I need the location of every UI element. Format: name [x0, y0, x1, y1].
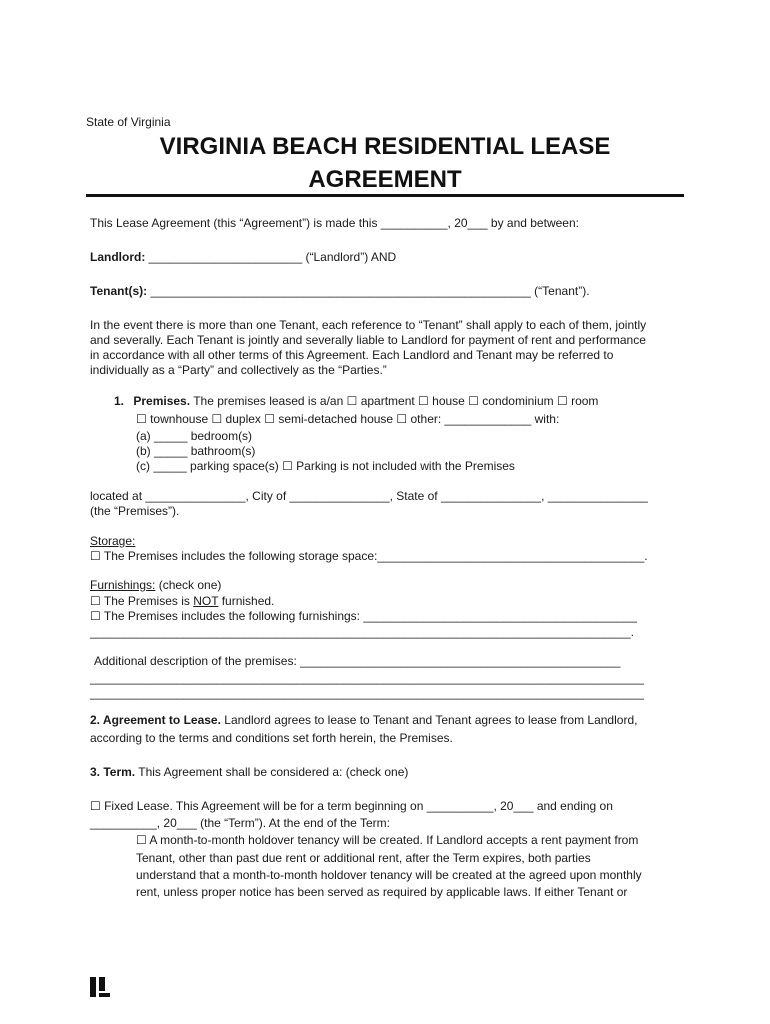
landlord-text: _______________________ (“Landlord”) AND — [145, 250, 397, 264]
additional-description-line3: ___________________________________________________________________________________ — [90, 686, 644, 700]
title-divider — [86, 194, 684, 197]
furnishings-not-furnished — [90, 594, 274, 609]
fixed-lease-line2: __________, 20___ (the “Term”). At the end of the Term: — [90, 816, 390, 830]
premises-item-parking: (c) _____ parking space(s) ☐ Parking is not included with the Premises — [136, 459, 515, 473]
furnishings-heading-line — [90, 578, 221, 593]
premises-types-line2: ☐ townhouse ☐ duplex ☐ semi-detached house ☐ other: _____________ with: — [136, 412, 560, 426]
premises-label: Premises. — [133, 394, 191, 408]
premises-item-bathrooms: (b) _____ bathroom(s) — [136, 444, 256, 458]
storage-heading: Storage: — [90, 534, 136, 548]
term-text: This Agreement shall be considered a: (check one) — [135, 765, 409, 779]
term-heading-line — [90, 765, 408, 780]
tenant-line — [90, 284, 590, 299]
tenant-text: _________________________________________________________ (“Tenant”). — [147, 284, 590, 298]
furnishings-not-word: NOT — [193, 594, 219, 608]
premises-section-line1 — [114, 394, 598, 409]
state-label: State of Virginia — [86, 115, 171, 129]
premises-number: 1. — [114, 394, 125, 408]
furnishings-heading: Furnishings: — [90, 578, 156, 592]
premises-location-line: located at _______________, City of _______________, State of _______________, _______________ — [90, 489, 648, 503]
multi-tenant-line4: individually as a “Party” and collectively as the “Parties.” — [90, 363, 387, 377]
premises-types-line1: The premises leased is a/an ☐ apartment ☐ house ☐ condominium ☐ room — [190, 394, 599, 408]
term-label: 3. Term. — [90, 765, 136, 779]
furnishings-not-suffix: furnished. — [218, 594, 275, 608]
landlord-line — [90, 250, 396, 265]
intro-line: This Lease Agreement (this “Agreement”) is made this __________, 20___ by and between: — [90, 216, 579, 230]
tenant-label: Tenant(s): — [90, 284, 148, 298]
fixed-lease-line1: ☐ Fixed Lease. This Agreement will be for a term beginning on __________, 20___ and ending on — [90, 799, 613, 813]
additional-description-line1: Additional description of the premises: ________________________________________________ — [94, 654, 621, 668]
furnishings-not-prefix: ☐ The Premises is — [90, 594, 194, 608]
month-to-month-line3: understand that a month-to-month holdover tenancy will be created at the agreed upon monthly — [136, 868, 642, 882]
premises-location-suffix: (the “Premises”). — [90, 504, 180, 518]
storage-line: ☐ The Premises includes the following storage space:________________________________________. — [90, 549, 648, 563]
agreement-to-lease-line2: according to the terms and conditions set forth herein, the Premises. — [90, 731, 453, 745]
month-to-month-line1: ☐ A month-to-month holdover tenancy will be created. If Landlord accepts a rent payment from — [136, 833, 639, 847]
premises-item-bedrooms: (a) _____ bedroom(s) — [136, 429, 253, 443]
document-title-line1: VIRGINIA BEACH RESIDENTIAL LEASE — [159, 133, 611, 160]
furnishings-heading-suffix: (check one) — [155, 578, 222, 592]
month-to-month-line4: rent, unless proper notice has been served as required by applicable laws. If either Tenant or — [136, 885, 628, 899]
furnishings-includes-line: ☐ The Premises includes the following furnishings: _________________________________________ — [90, 609, 637, 623]
brand-logo-icon — [90, 977, 110, 997]
agreement-to-lease-label: 2. Agreement to Lease. — [90, 713, 221, 727]
agreement-to-lease-text: Landlord agrees to lease to Tenant and Tenant agrees to lease from Landlord, — [220, 713, 638, 727]
document-title-line2: AGREEMENT — [308, 166, 462, 193]
additional-description-line2: ___________________________________________________________________________________ — [90, 671, 644, 685]
agreement-to-lease-line1 — [90, 713, 637, 728]
furnishings-blank-line: _________________________________________________________________________________. — [90, 625, 634, 639]
multi-tenant-line2: and severally. Each Tenant is jointly and severally liable to Landlord for payment of rent and performance — [90, 333, 646, 347]
month-to-month-line2: Tenant, other than past due rent or additional rent, after the Term expires, both parties — [136, 851, 591, 865]
multi-tenant-line3: in accordance with all other terms of this Agreement. Each Landlord and Tenant may be referred to — [90, 348, 614, 362]
multi-tenant-line1: In the event there is more than one Tenant, each reference to “Tenant” shall apply to each of them, jointly — [90, 318, 647, 332]
landlord-label: Landlord: — [90, 250, 146, 264]
